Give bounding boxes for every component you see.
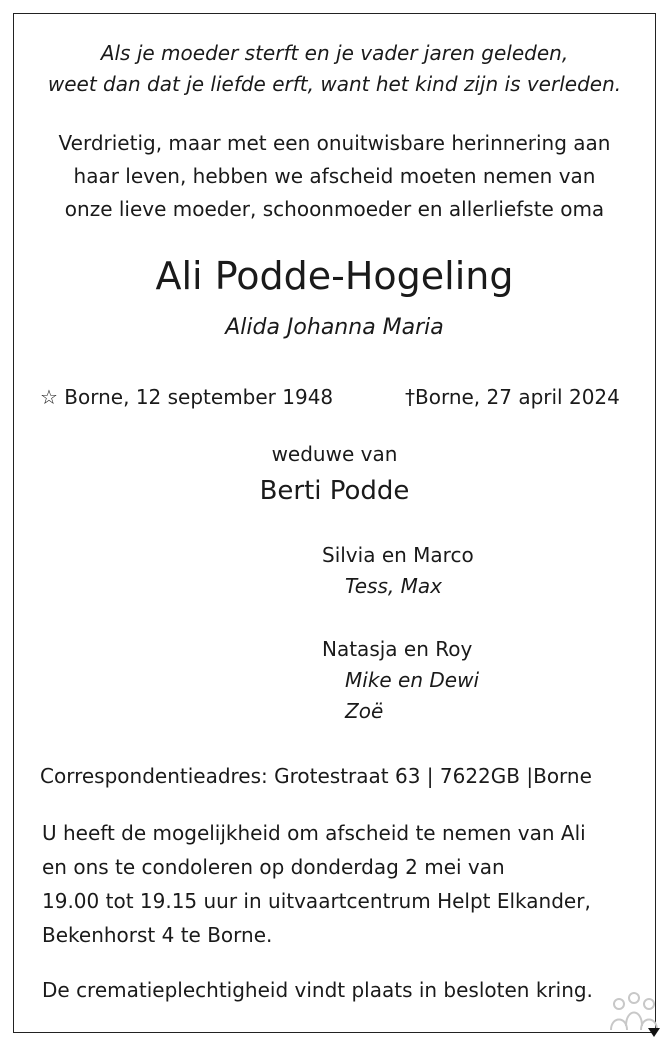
death-text: Borne, 27 april 2024 (415, 385, 620, 409)
cross-icon: † (405, 385, 415, 409)
poem (13, 38, 656, 100)
arrow-down-icon (648, 1028, 660, 1037)
family-children: Zoë (345, 699, 384, 723)
visitation-info (42, 816, 591, 952)
family-children: Mike en Dewi (345, 668, 480, 692)
poem-line-1: Als je moeder sterft en je vader jaren geleden, (100, 41, 569, 65)
deceased-name: Ali Podde-Hogeling (155, 254, 514, 298)
visitation-line-3: 19.00 tot 19.15 uur in uitvaartcentrum Helpt Elkander, (42, 889, 591, 913)
intro-text (13, 127, 656, 226)
death-date (405, 385, 620, 409)
family-parents: Silvia en Marco (322, 543, 474, 567)
birth-text: Borne, 12 september 1948 (64, 385, 334, 409)
intro-line-3: onze lieve moeder, schoonmoeder en allerliefste oma (64, 197, 605, 221)
family-children: Tess, Max (345, 574, 442, 598)
visitation-line-4: Bekenhorst 4 te Borne. (42, 923, 273, 947)
intro-line-2: haar leven, hebben we afscheid moeten nemen van (73, 164, 596, 188)
intro-line-1: Verdrietig, maar met een onuitwisbare herinnering aan (58, 131, 611, 155)
people-group-icon[interactable] (606, 990, 662, 1040)
cremation-note: De crematieplechtigheid vindt plaats in besloten kring. (42, 978, 593, 1002)
widow-label: weduwe van (271, 442, 398, 466)
family-parents: Natasja en Roy (322, 637, 473, 661)
visitation-line-1: U heeft de mogelijkheid om afscheid te nemen van Ali (42, 821, 586, 845)
family-group-1 (322, 540, 474, 602)
family-group-2 (322, 634, 479, 727)
visitation-line-2: en ons te condoleren op donderdag 2 mei van (42, 855, 505, 879)
correspondence-address: Correspondentieadres: Grotestraat 63 | 7622GB |Borne (40, 764, 592, 788)
spouse-name: Berti Podde (259, 476, 410, 506)
star-icon: ☆ (40, 385, 58, 409)
birth-date (40, 385, 333, 409)
poem-line-2: weet dan dat je liefde erft, want het kind zijn is verleden. (47, 72, 622, 96)
given-names: Alida Johanna Maria (225, 315, 444, 340)
